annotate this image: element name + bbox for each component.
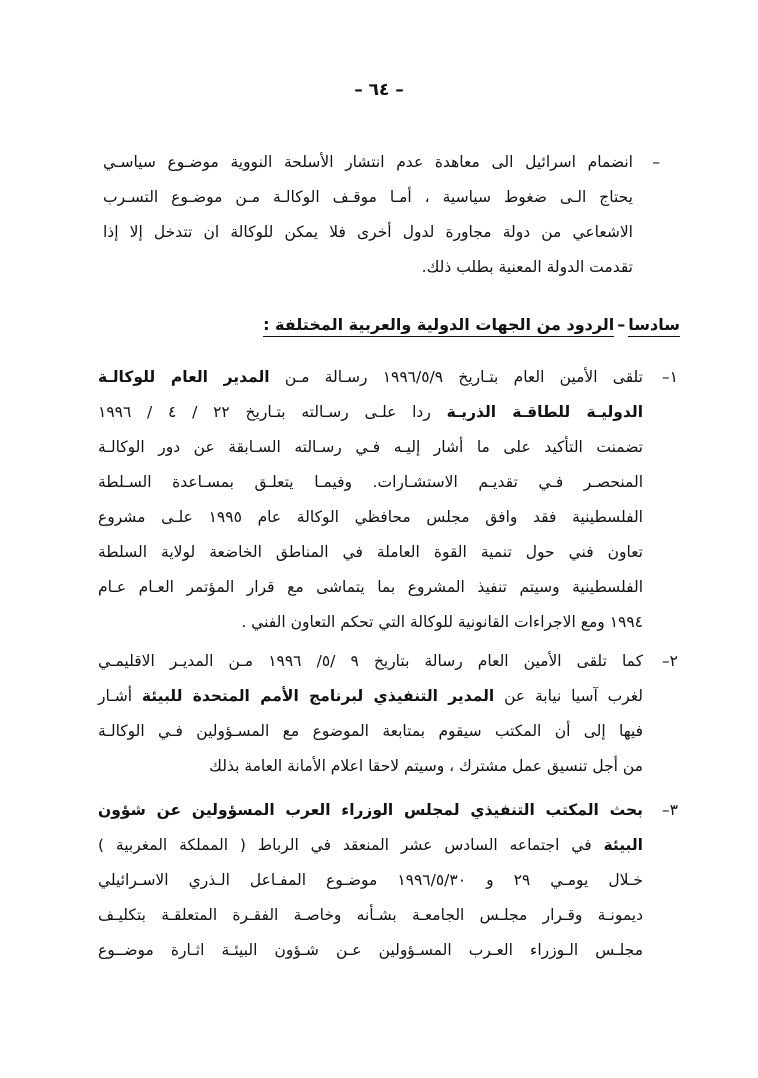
item-line — [98, 535, 643, 570]
paragraph-line: الاشعاعي من دولة مجاورة لدول أخرى فلا يمكن للوكالة ان تتدخل إلا إذا — [103, 223, 633, 241]
text-run: كما تلقى الأمين العام رسالة بتاريخ ٩ /٥/ ١٩٩٦ مـن المديـر الاقليمـي — [98, 652, 644, 670]
item-number: ٢– — [661, 652, 678, 670]
item-line — [98, 793, 643, 828]
text-run: خـلال يومـي ٢٩ و ١٩٩٦/٥/٣٠ موضـوع المفـاعل الـذري الاسـرائيلي — [98, 871, 644, 889]
paragraph-line: يحتاج الـى ضغوط سياسية ، أمـا موقـف الوكالـة مـن موضـوع التسـرب — [103, 188, 633, 206]
dash-paragraph — [103, 145, 633, 285]
item-line — [98, 679, 643, 714]
item-line — [98, 898, 643, 933]
numbered-item — [98, 360, 643, 640]
paragraph-line: انضمام اسرائيل الى معاهدة عدم انتشار الأسلحة النووية موضـوع سياسـي — [103, 153, 633, 171]
item-line — [98, 465, 643, 500]
text-run: الفلسطينية وسيتم تنفيذ المشروع بما يتماشى مع قرار المؤتمر العـام عـام — [98, 578, 643, 596]
section-heading-label: سادسا — [628, 315, 680, 337]
text-run: أشـار — [98, 687, 142, 705]
bold-text: بحث المكتب التنفيذي لمجلس الوزراء العرب المسؤولين عن شؤون — [98, 801, 643, 819]
text-run: الفلسطينية فقد وافق مجلس محافظي الوكالة عام ١٩٩٥ علـى مشروع — [98, 508, 643, 526]
text-run: ١٩٩٤ ومع الاجراءات القانونية للوكالة التي تحكم التعاون الفني . — [241, 613, 643, 631]
text-run: المنحصـر فـي تقديـم الاستشـارات. وفيمـا يتعلـق بمسـاعدة السـلطة — [98, 473, 643, 491]
numbered-item — [98, 793, 643, 968]
item-number: ٣– — [661, 801, 678, 819]
item-line — [98, 828, 643, 863]
numbered-item — [98, 644, 643, 784]
bold-text: المدير التنفيذي لبرنامج الأمم المتحدة للبيئة — [141, 687, 495, 705]
text-run: مجلـس الـوزراء العـرب المسـؤولين عـن شـؤون البيئـة اثـارة موضــوع — [98, 941, 643, 959]
text-run: من أجل تنسيق عمل مشترك ، وسيتم لاحقا اعلام الأمانة العامة بذلك — [209, 757, 643, 775]
item-number: ١– — [661, 368, 678, 386]
bold-text: الدوليـة للطاقـة الذريـة — [446, 403, 644, 421]
item-line — [98, 933, 643, 968]
item-line — [98, 863, 643, 898]
text-run: في اجتماعه السادس عشر المنعقد في الرباط ( المملكة المغربية ) — [98, 836, 604, 854]
item-line — [98, 360, 643, 395]
bold-text: البيئة — [603, 836, 643, 854]
item-line — [98, 500, 643, 535]
page-number: – ٦٤ – — [354, 80, 404, 100]
text-run: لغرب آسيا نيابة عن — [494, 687, 643, 705]
item-line — [98, 714, 643, 749]
text-run: ردا علـى رسـالته بتـاريخ ٢٢ / ٤ / ١٩٩٦ — [98, 403, 447, 421]
item-line — [98, 605, 643, 640]
text-run: تضمنت التأكيد على ما أشار إليـه فـي رسـالته السـابقة عن دور الوكالـة — [98, 438, 643, 456]
item-line — [98, 644, 643, 679]
item-line — [98, 570, 643, 605]
paragraph-line: تقدمت الدولة المعنية بطلب ذلك. — [421, 258, 633, 276]
text-run: تلقى الأمين العام بتـاريخ ١٩٩٦/٥/٩ رسـالة مـن — [269, 368, 643, 386]
section-heading-title: الردود من الجهات الدولية والعربية المختلفة : — [263, 315, 614, 337]
text-run: فيها إلى أن المكتب سيقوم بمتابعة الموضوع مع المسـؤولين فـي الوكالـة — [98, 722, 643, 740]
section-heading — [263, 310, 680, 340]
item-line — [98, 395, 643, 430]
section-heading-dash: – — [617, 315, 626, 334]
bullet-dash: – — [652, 153, 660, 171]
item-line — [98, 430, 643, 465]
bold-text: المدير العام للوكالـة — [98, 368, 270, 386]
text-run: تعاون فني حول تنمية القوة العاملة في المناطق الخاضعة لولاية السلطة — [98, 543, 643, 561]
text-run: ديمونـة وقـرار مجلـس الجامعـة بشـأنه وخاصـة الفقـرة المتعلقـة بتكليـف — [98, 906, 643, 924]
item-line — [98, 749, 643, 784]
